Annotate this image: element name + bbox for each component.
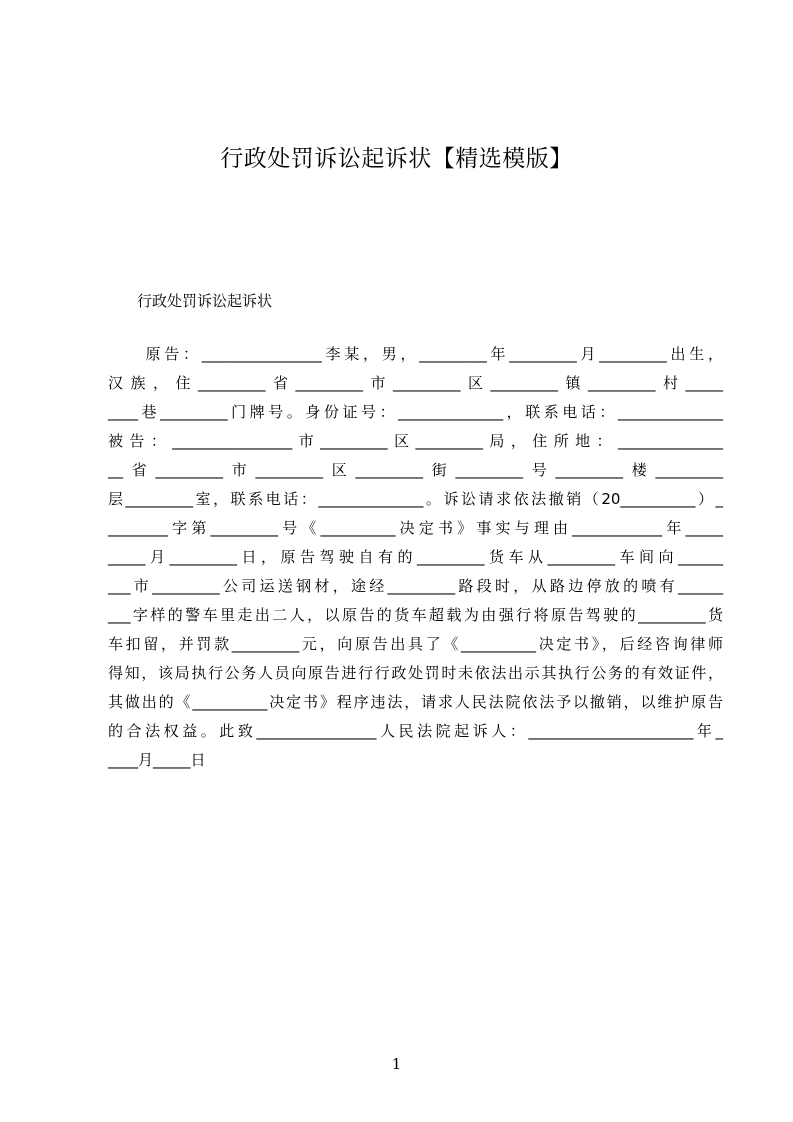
document-subtitle: 行政处罚诉讼起诉状	[137, 292, 273, 310]
body-line: _____月_________日，原告驾驶自有的_________货车从_________车间向______	[108, 548, 723, 566]
body-line: 原告：________________李某，男，_________年_________月_________出生，	[108, 345, 723, 363]
body-line: 被告：________________市_________区_________局，住所地：______________	[108, 432, 723, 450]
document-body	[108, 340, 723, 775]
body-line: ___市_________公司运送钢材，途经_________路段时，从路边停放的喷有______	[108, 577, 723, 595]
body-line: ___字样的警车里走出二人，以原告的货车超载为由强行将原告驾驶的_________货	[108, 606, 723, 624]
body-line: 层_________室，联系电话：______________。诉讼请求依法撤销（20__________）_	[108, 490, 723, 508]
document-title: 行政处罚诉讼起诉状【精选模版】	[220, 146, 573, 172]
body-line: 其做出的《__________决定书》程序违法，请求人民法院依法予以撤销，以维护原告	[108, 693, 723, 711]
body-line: 的合法权益。此致________________人民法院起诉人：______________________年_	[108, 722, 723, 740]
body-line: 汉族，住_________省_________市_________区_________镇_________村_____	[108, 374, 723, 392]
body-line: 得知，该局执行公务人员向原告进行行政处罚时未依法出示其执行公务的有效证件，	[108, 664, 723, 682]
body-line: ____巷_________门牌号。身份证号：______________，联系电话：______________	[108, 403, 723, 421]
body-line: 车扣留，并罚款_________元，向原告出具了《__________决定书》，后经咨询律师	[108, 635, 723, 653]
body-line: __省_________市_________区_________街_________号_________楼_________	[108, 461, 723, 479]
body-line: ____月_____日	[108, 751, 206, 769]
page-number: 1	[391, 1055, 402, 1073]
body-line: ________字第_________号《__________决定书》事实与理由____________年_____	[108, 519, 723, 537]
